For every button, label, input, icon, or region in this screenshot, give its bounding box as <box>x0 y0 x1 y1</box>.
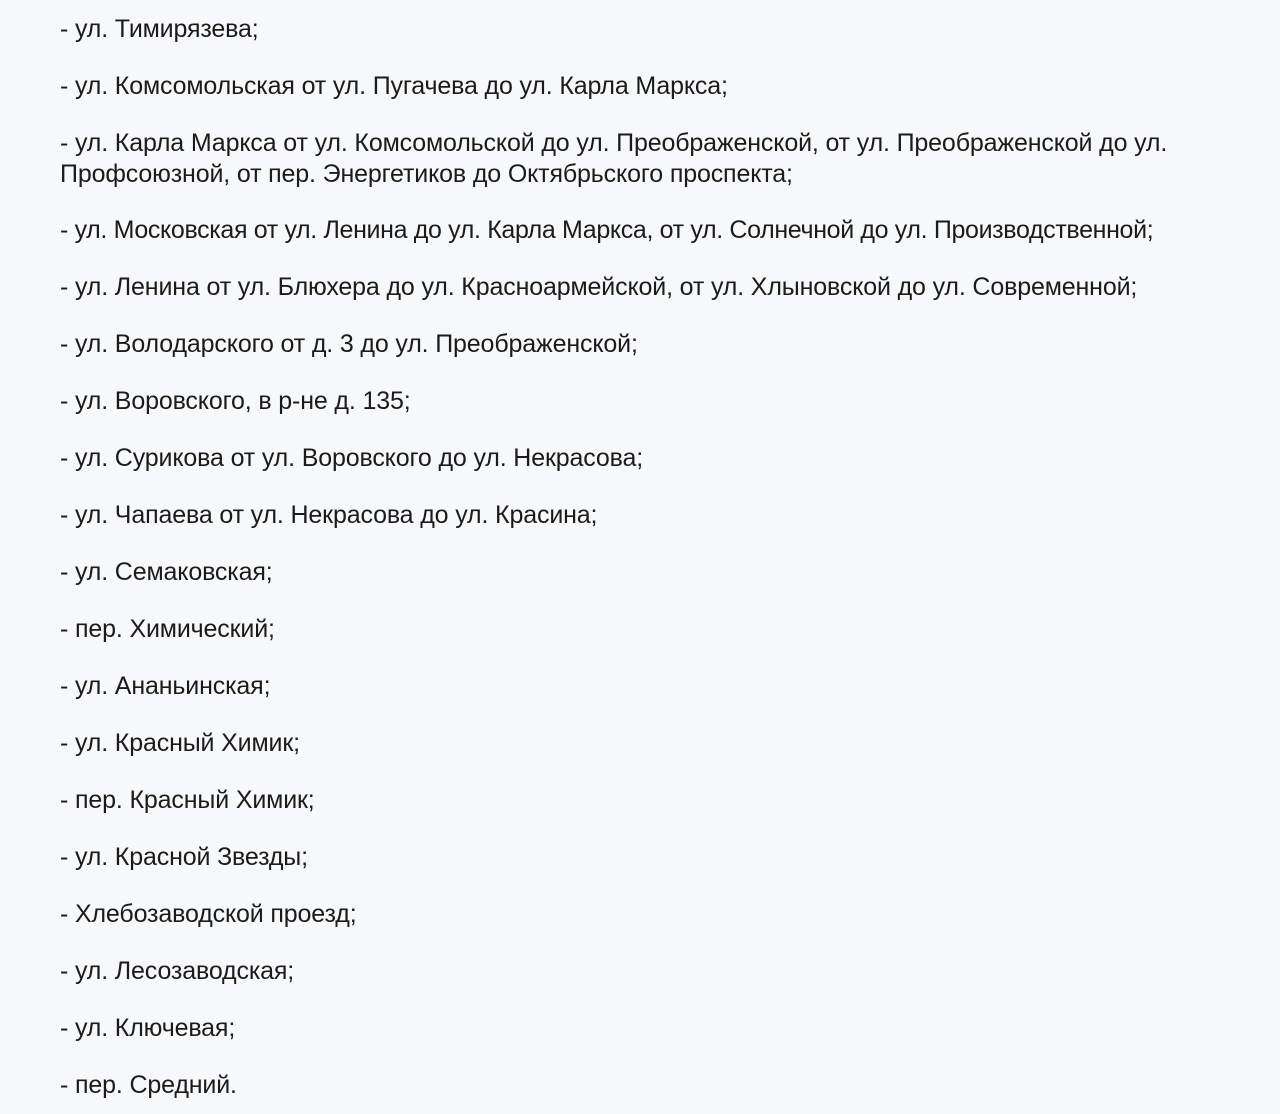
list-item: - ул. Московская от ул. Ленина до ул. Карла Маркса, от ул. Солнечной до ул. Производственной; <box>60 216 1154 244</box>
list-item: - пер. Красный Химик; <box>60 786 315 814</box>
street-list <box>60 14 1246 1101</box>
list-item: - ул. Чапаева от ул. Некрасова до ул. Красина; <box>60 501 598 529</box>
list-item: - пер. Средний. <box>60 1071 237 1099</box>
list-item: - ул. Воровского, в р-не д. 135; <box>60 387 411 415</box>
list-item: - ул. Сурикова от ул. Воровского до ул. Некрасова; <box>60 444 644 472</box>
list-item: - ул. Володарского от д. 3 до ул. Преображенской; <box>60 330 638 358</box>
list-item: - Хлебозаводской проезд; <box>60 900 357 928</box>
list-item: - ул. Ленина от ул. Блюхера до ул. Красноармейской, от ул. Хлыновской до ул. Современной; <box>60 273 1138 301</box>
list-item: - ул. Красной Звезды; <box>60 843 308 871</box>
list-item: - ул. Лесозаводская; <box>60 957 295 985</box>
list-item: - пер. Химический; <box>60 615 275 643</box>
list-item: - ул. Ключевая; <box>60 1014 236 1042</box>
list-item: - ул. Красный Химик; <box>60 729 300 757</box>
list-item: - ул. Тимирязева; <box>60 15 259 43</box>
list-item: - ул. Комсомольская от ул. Пугачева до ул. Карла Маркса; <box>60 72 728 100</box>
list-item: - ул. Семаковская; <box>60 558 273 586</box>
list-item: - ул. Ананьинская; <box>60 672 271 700</box>
list-item: - ул. Карла Маркса от ул. Комсомольской до ул. Преображенской, от ул. Преображенской до ул. Профсоюзной, от пер. Энергетиков до Октябрьского проспекта; <box>60 129 1168 188</box>
